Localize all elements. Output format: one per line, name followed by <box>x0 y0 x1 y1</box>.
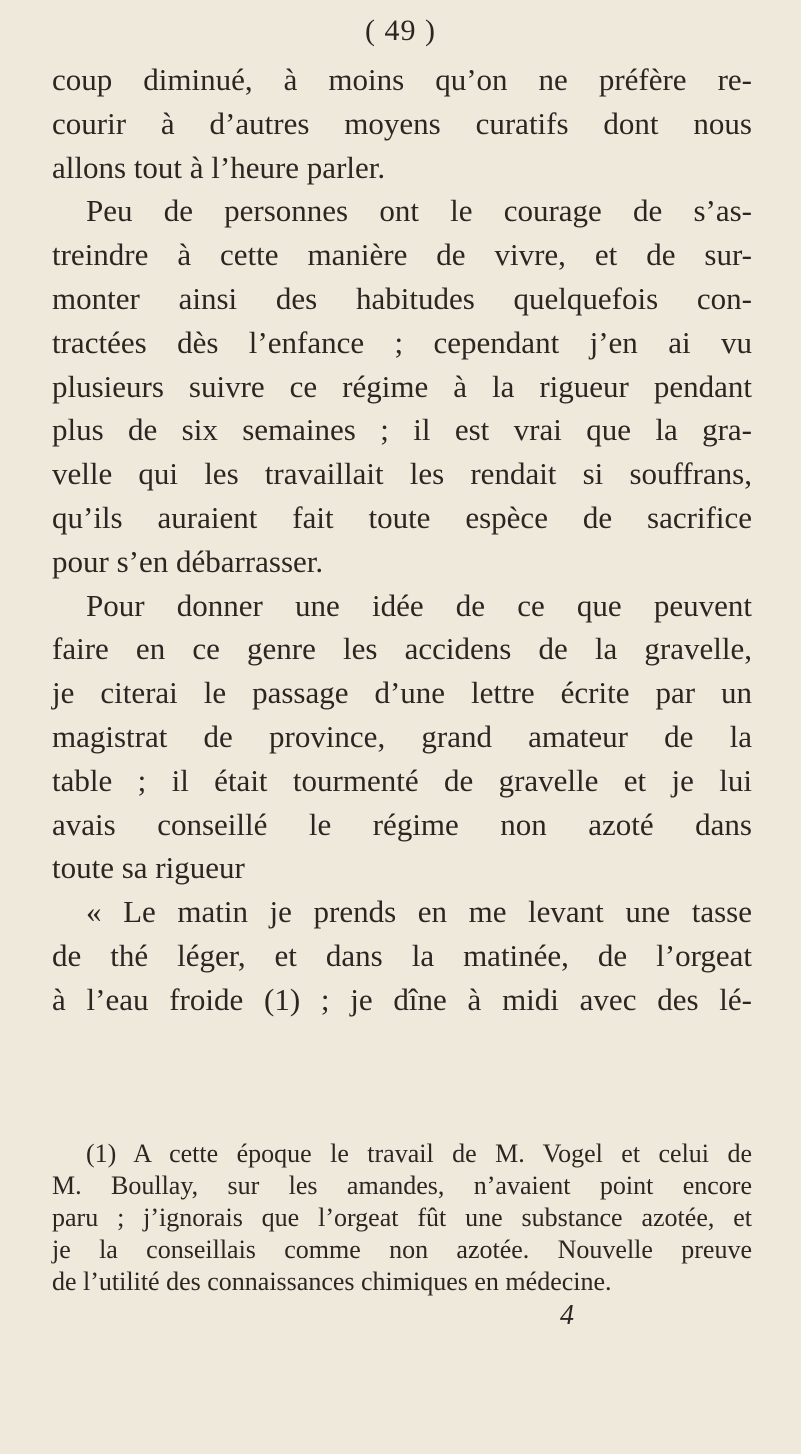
text-line: Peu de personnes ont le courage de s’as- <box>86 193 752 229</box>
footnote-line: je la conseillais comme non azotée. Nouvelle preuve <box>52 1235 752 1264</box>
footnote-line: M. Boullay, sur les amandes, n’avaient point encore <box>52 1171 752 1200</box>
text-line: treindre à cette manière de vivre, et de sur- <box>52 237 752 273</box>
text-line: avais conseillé le régime non azoté dans <box>52 806 752 842</box>
text-line: de thé léger, et dans la matinée, de l’orgeat <box>52 937 752 973</box>
text-line: tractées dès l’enfance ; cependant j’en ai vu <box>52 324 752 360</box>
text-line: je citerai le passage d’une lettre écrite par un <box>52 675 752 711</box>
footnote-line: (1) A cette époque le travail de M. Vogel et celui de <box>86 1139 752 1168</box>
text-line: coup diminué, à moins qu’on ne préfère re- <box>52 62 752 97</box>
footnote-line: paru ; j’ignorais que l’orgeat fût une substance azotée, et <box>52 1203 752 1232</box>
text-line: plusieurs suivre ce régime à la rigueur pendant <box>52 368 752 404</box>
text-line: table ; il était tourmenté de gravelle et je lui <box>52 762 752 798</box>
text-line: courir à d’autres moyens curatifs dont nous <box>52 105 752 141</box>
text-line: à l’eau froide (1) ; je dîne à midi avec des lé- <box>52 981 752 1017</box>
text-line: Pour donner une idée de ce que peuvent <box>86 587 752 623</box>
footnote-line: de l’utilité des connaissances chimiques en médecine. <box>52 1267 612 1296</box>
signature-mark: 4 <box>560 1300 574 1331</box>
text-line: plus de six semaines ; il est vrai que la gra- <box>52 412 752 448</box>
text-line: faire en ce genre les accidens de la gravelle, <box>52 631 752 667</box>
text-line: monter ainsi des habitudes quelquefois con- <box>52 280 752 316</box>
text-line: pour s’en débarrasser. <box>52 543 324 579</box>
body-text <box>52 58 752 1022</box>
text-line: velle qui les travaillait les rendait si souffrans, <box>52 456 752 492</box>
text-line: magistrat de province, grand amateur de la <box>52 718 752 754</box>
text-line: toute sa rigueur <box>52 850 245 886</box>
page-number: ( 49 ) <box>365 14 436 47</box>
text-line: qu’ils auraient fait toute espèce de sacrifice <box>52 499 752 535</box>
footnote <box>52 1138 752 1298</box>
text-line: « Le matin je prends en me levant une tasse <box>86 894 752 930</box>
text-line: allons tout à l’heure parler. <box>52 149 386 185</box>
